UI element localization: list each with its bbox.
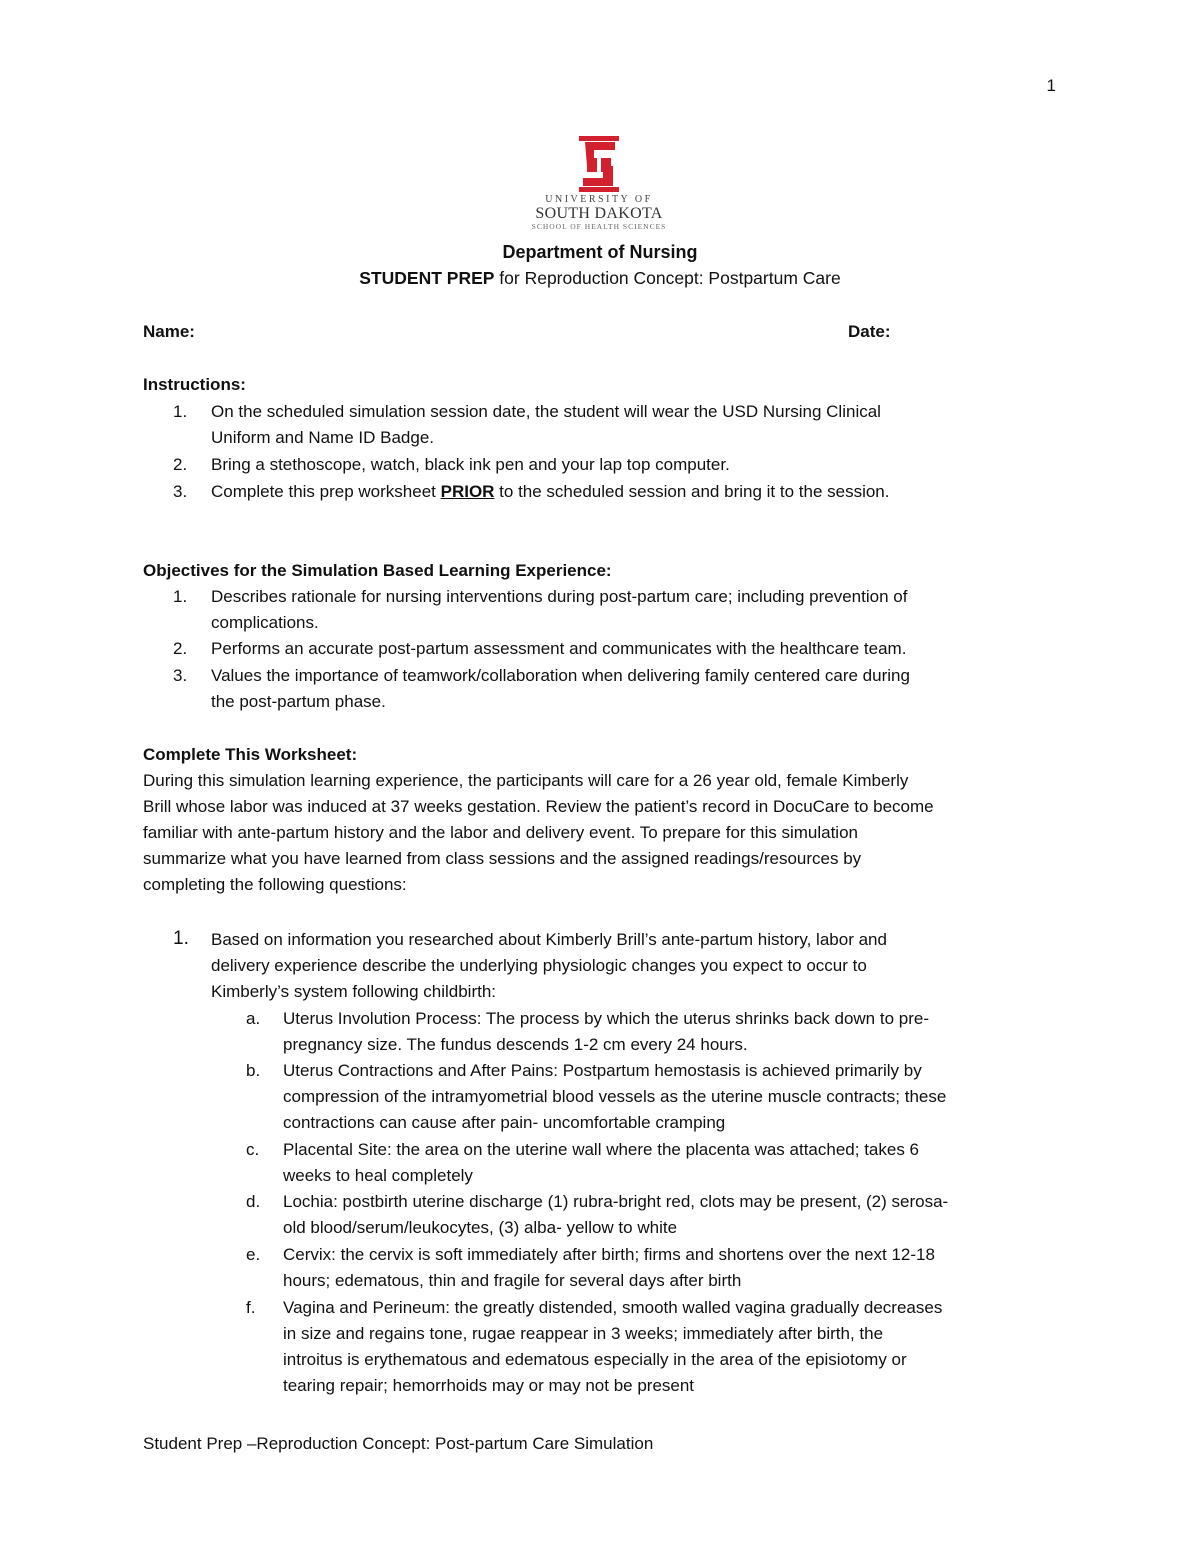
sub-item-line: weeks to heal completely [283, 1166, 473, 1185]
objective-line: Describes rationale for nursing interventions during post-partum care; including prevention of [211, 587, 908, 606]
worksheet-intro-line: familiar with ante-partum history and the labor and delivery event. To prepare for this simulation [143, 823, 858, 842]
sub-item-letter: e. [246, 1245, 261, 1264]
sub-item-line: contractions can cause after pain- uncomfortable cramping [283, 1113, 726, 1132]
objectives-heading: Objectives for the Simulation Based Learning Experience: [143, 561, 612, 580]
sub-item-line: introitus is erythematous and edematous especially in the area of the episiotomy or [283, 1350, 907, 1369]
worksheet-intro-line: summarize what you have learned from class sessions and the assigned readings/resources by [143, 849, 862, 868]
sub-item-letter: a. [246, 1009, 261, 1028]
sub-item-line: Lochia: postbirth uterine discharge (1) rubra-bright red, clots may be present, (2) serosa- [283, 1192, 949, 1211]
instruction-line: Uniform and Name ID Badge. [211, 428, 434, 447]
worksheet-intro-line: Brill whose labor was induced at 37 weeks gestation. Review the patient’s record in DocuCare to become [143, 797, 934, 816]
sub-item-line: compression of the intramyometrial blood vessels as the uterine muscle contracts; these [283, 1087, 947, 1106]
sub-item-line: old blood/serum/leukocytes, (3) alba- yellow to white [283, 1218, 678, 1237]
sub-item-line: pregnancy size. The fundus descends 1-2 cm every 24 hours. [283, 1035, 748, 1054]
question-line: delivery experience describe the underlying physiologic changes you expect to occur to [211, 956, 867, 975]
sub-item-line: hours; edematous, thin and fragile for several days after birth [283, 1271, 742, 1290]
objective-number: 1. [173, 587, 188, 606]
sub-item-line: Uterus Involution Process: The process by which the uterus shrinks back down to pre- [283, 1009, 929, 1028]
objective-line: complications. [211, 613, 319, 632]
subtitle-rest: for Reproduction Concept: Postpartum Care [494, 268, 841, 288]
instruction-number: 1. [173, 402, 188, 421]
objective-line: Values the importance of teamwork/collaboration when delivering family centered care during [211, 666, 910, 685]
objective-line: Performs an accurate post-partum assessment and communicates with the healthcare team. [211, 639, 907, 658]
date-label: Date: [848, 322, 891, 341]
logo-name-line: SOUTH DAKOTA [535, 205, 663, 222]
prior-emphasis: PRIOR [440, 482, 495, 501]
instructions-heading: Instructions: [143, 375, 246, 394]
sub-item-line: tearing repair; hemorrhoids may or may not be present [283, 1376, 695, 1395]
name-label: Name: [143, 322, 195, 341]
instruction-number: 2. [173, 455, 188, 474]
worksheet-intro-line: During this simulation learning experience, the participants will care for a 26 year old, female Kimberly [143, 771, 909, 790]
university-logo [524, 136, 674, 236]
question-line: Kimberly’s system following childbirth: [211, 982, 497, 1001]
objective-line: the post-partum phase. [211, 692, 386, 711]
page-footer: Student Prep –Reproduction Concept: Post-partum Care Simulation [143, 1434, 654, 1453]
worksheet-heading: Complete This Worksheet: [143, 745, 358, 764]
sd-logo-icon [575, 136, 623, 192]
sub-item-letter: d. [246, 1192, 261, 1211]
objective-number: 2. [173, 639, 188, 658]
department-title: Department of Nursing [502, 242, 698, 262]
sub-item-letter: f. [246, 1298, 256, 1317]
instruction-line: Bring a stethoscope, watch, black ink pen and your lap top computer. [211, 455, 730, 474]
instruction-line [211, 479, 889, 505]
instruction-number: 3. [173, 482, 188, 501]
document-subtitle [0, 268, 1200, 289]
worksheet-intro-line: completing the following questions: [143, 875, 407, 894]
instruction-line: On the scheduled simulation session date, the student will wear the USD Nursing Clinical [211, 402, 881, 421]
question-line: Based on information you researched about Kimberly Brill’s ante-partum history, labor and [211, 930, 887, 949]
logo-school-line: SCHOOL OF HEALTH SCIENCES [531, 222, 667, 231]
objective-number: 3. [173, 666, 188, 685]
instruction-text: Complete this prep worksheet [211, 482, 441, 501]
question-number: 1. [173, 928, 189, 949]
sub-item-letter: b. [246, 1061, 261, 1080]
sub-item-line: Uterus Contractions and After Pains: Postpartum hemostasis is achieved primarily by [283, 1061, 922, 1080]
sub-item-line: Vagina and Perineum: the greatly distended, smooth walled vagina gradually decreases [283, 1298, 943, 1317]
subtitle-bold: STUDENT PREP [359, 268, 495, 288]
page-number: 1 [1046, 76, 1056, 95]
sub-item-line: Placental Site: the area on the uterine wall where the placenta was attached; takes 6 [283, 1140, 920, 1159]
instruction-text: to the scheduled session and bring it to the session. [494, 482, 890, 501]
sub-item-letter: c. [246, 1140, 260, 1159]
sub-item-line: Cervix: the cervix is soft immediately after birth; firms and shortens over the next 12-18 [283, 1245, 935, 1264]
logo-university-line: UNIVERSITY OF [545, 194, 653, 205]
sub-item-line: in size and regains tone, rugae reappear in 3 weeks; immediately after birth, the [283, 1324, 884, 1343]
